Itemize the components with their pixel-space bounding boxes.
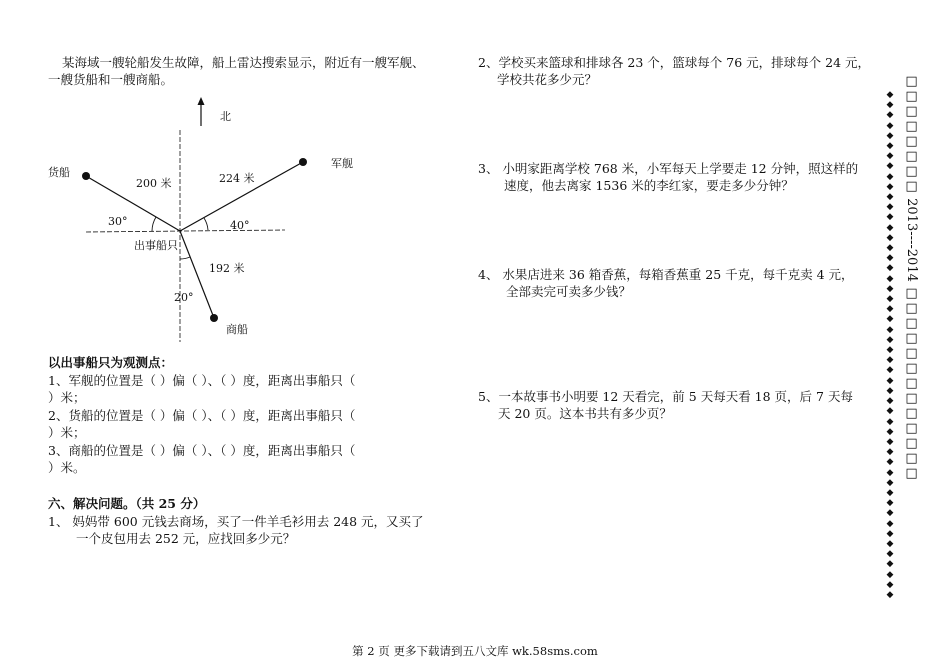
warship-label: 军舰 bbox=[331, 157, 353, 170]
problem-5-line-a: 5、一本故事书小明要 12 天看完，前 5 天每天看 18 页，后 7 天每 bbox=[478, 389, 853, 404]
arc-warship bbox=[204, 218, 208, 230]
dist-warship-label: 224 米 bbox=[219, 172, 255, 185]
cargo-point bbox=[82, 172, 90, 180]
page-footer: 第 2 页 更多下载请到五八文库 wk.58sms.com bbox=[352, 644, 598, 658]
problem-4-line-a: 4、 水果店进来 36 箱香蕉，每箱香蕉重 25 千克，每千克卖 4 元， bbox=[478, 267, 854, 282]
problem-2-line-a: 2、学校买来篮球和排球各 23 个，篮球每个 76 元，排球每个 24 元， bbox=[478, 55, 871, 70]
side-vertical-title: □□□□□□□□ 2013----2014 □□□□□□□□□□□□□ bbox=[904, 74, 919, 482]
horizontal-axis bbox=[86, 230, 285, 232]
binding-line-diamonds: ◆ ◆ ◆ ◆ ◆ ◆ ◆ ◆ ◆ ◆ ◆ ◆ ◆ ◆ ◆ ◆ ◆ ◆ ◆ ◆ ◆ ◆ ◆ ◆ ◆ ◆ ◆ ◆ ◆ ◆ ◆ ◆ ◆ ◆ ◆ ◆ ◆ ◆ ◆ ◆ ◆ ◆ ◆ ◆ ◆ ◆ ◆ ◆ ◆ ◆ bbox=[886, 90, 894, 600]
q2-line-a: 2、货船的位置是（ ）偏（ ）、（ ）度，距离出事船只（ bbox=[48, 408, 356, 423]
q1-line-b: ）米； bbox=[48, 390, 86, 405]
north-label: 北 bbox=[220, 110, 231, 123]
north-arrow-head bbox=[198, 97, 205, 105]
section-6-title: 六、解决问题。（共 25 分） bbox=[48, 496, 206, 511]
accident-label: 出事船只 bbox=[134, 239, 178, 252]
dist-cargo-label: 200 米 bbox=[136, 177, 172, 190]
problem-3-line-b: 速度，他去离家 1536 米的李红家，要走多少分钟？ bbox=[504, 178, 794, 193]
problem-4-line-b: 全部卖完可卖多少钱？ bbox=[506, 284, 632, 299]
angle-merchant-label: 20° bbox=[174, 291, 194, 304]
compass-diagram bbox=[40, 92, 353, 352]
q3-line-b: ）米。 bbox=[48, 460, 86, 475]
warship-point bbox=[299, 158, 307, 166]
intro-line-2: 一艘货船和一艘商船。 bbox=[48, 72, 174, 87]
problem-5-line-b: 天 20 页。这本书共有多少页？ bbox=[498, 406, 672, 421]
q1-line-a: 1、军舰的位置是（ ）偏（ ）、（ ）度，距离出事船只（ bbox=[48, 373, 356, 388]
problem-2-line-b: 学校共花多少元？ bbox=[497, 72, 598, 87]
arc-cargo bbox=[152, 217, 156, 231]
intro-line-1: 某海域一艘轮船发生故障，船上雷达搜索显示，附近有一艘军舰、 bbox=[62, 55, 425, 70]
arc-merchant bbox=[180, 257, 190, 259]
dist-merchant-label: 192 米 bbox=[209, 262, 245, 275]
angle-warship-label: 40° bbox=[230, 219, 250, 232]
angle-cargo-label: 30° bbox=[108, 215, 128, 228]
merchant-point bbox=[210, 314, 218, 322]
cargo-label: 货船 bbox=[48, 166, 70, 179]
problem-1-line-a: 1、 妈妈带 600 元钱去商场，买了一件羊毛衫用去 248 元，又买了 bbox=[48, 514, 424, 529]
problem-1-line-b: 一个皮包用去 252 元，应找回多少元？ bbox=[76, 531, 296, 546]
merchant-label: 商船 bbox=[226, 323, 248, 336]
problem-3-line-a: 3、 小明家距离学校 768 米，小军每天上学要走 12 分钟，照这样的 bbox=[478, 161, 859, 176]
q3-line-a: 3、商船的位置是（ ）偏（ ）、（ ）度，距离出事船只（ bbox=[48, 443, 356, 458]
observe-title: 以出事船只为观测点： bbox=[48, 355, 174, 370]
q2-line-b: ）米； bbox=[48, 425, 86, 440]
